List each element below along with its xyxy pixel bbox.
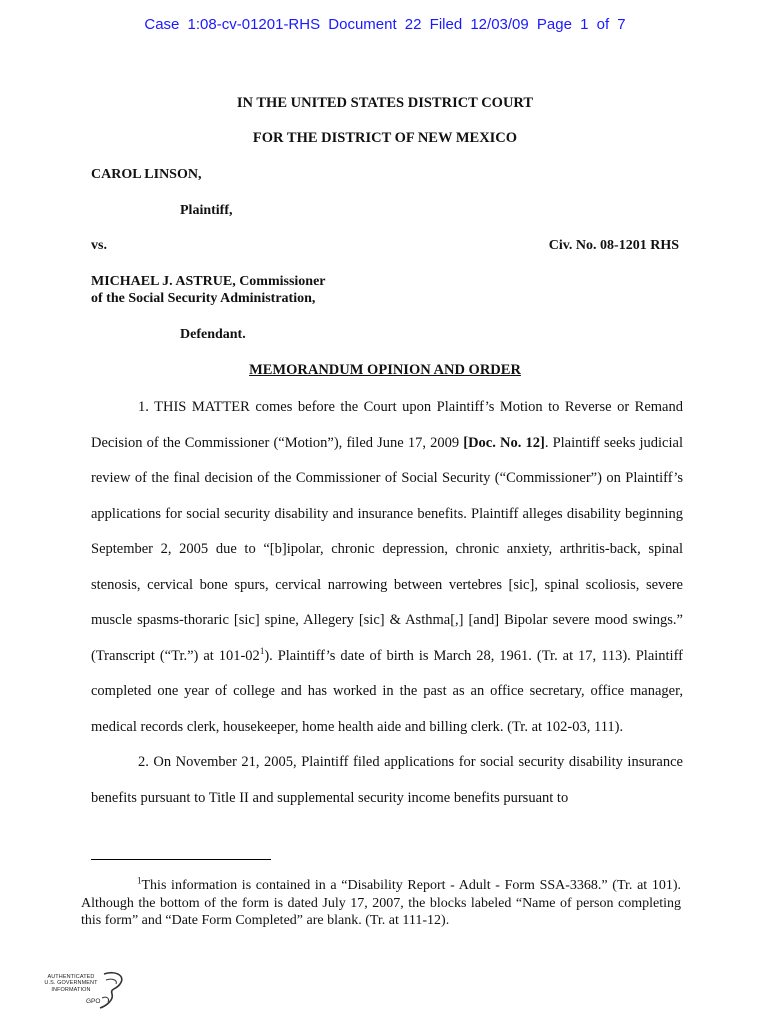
eagle-icon bbox=[40, 968, 130, 1012]
court-name: IN THE UNITED STATES DISTRICT COURT bbox=[236, 95, 534, 111]
civil-number: Civ. No. 08-1201 RHS bbox=[548, 238, 679, 253]
footnote-ref-1: 1 bbox=[259, 645, 265, 656]
paragraph-2: 2. On November 21, 2005, Plaintiff filed applications for social security disability insurance benefits pursuant to Title II and supplemental security income benefits pursuant to bbox=[91, 754, 683, 806]
defendant-title: of the Social Security Administration, bbox=[91, 291, 316, 306]
memorandum-title: MEMORANDUM OPINION AND ORDER bbox=[249, 362, 521, 378]
footnote-marker: 1 bbox=[137, 875, 142, 886]
footnote-1 bbox=[81, 877, 681, 930]
plaintiff-role: Plaintiff, bbox=[180, 203, 233, 218]
seal-line-3: INFORMATION bbox=[51, 986, 91, 993]
plaintiff-name: CAROL LINSON, bbox=[91, 167, 202, 182]
paragraph-1-part-b: . Plaintiff seeks judicial review of the final decision of the Commissioner of Social Security (“Commissioner”) on Plaintiff’s applications for social security disability and insurance benefits. Plaintiff alleges disability beginning September 2, 2005 due to “[b]ipolar, chronic depression, chronic anxiety, arthritis-back, spinal stenosis, cervical bone spurs, cervical narrowing between vertebres [sic], spinal scoliosis, severe muscle spasms-thoraric [sic] spine, Allegery [sic] & Asthma[,] [and] Bipolar severe mood swings.” (Transcript (“Tr.”) at 101-02 bbox=[91, 434, 683, 664]
court-district: FOR THE DISTRICT OF NEW MEXICO bbox=[252, 130, 518, 146]
docket-reference: [Doc. No. 12] bbox=[463, 434, 545, 451]
seal-gpo: GPO bbox=[86, 998, 101, 1005]
paragraph-1-part-a: 1. THIS MATTER comes before the Court upon Plaintiff’s Motion to Reverse or Remand Decision of the Commissioner (“Motion”), filed June 17, 2009 bbox=[91, 399, 683, 451]
footnote-text: This information is contained in a “Disability Report - Adult - Form SSA-3368.” (Tr. at 101). Although the bottom of the form is dated July 17, 2007, the blocks labeled “Name of person completing this form” and “Date Form Completed” are blank. (Tr. at 111-12). bbox=[81, 878, 681, 928]
gpo-authentication-seal bbox=[40, 968, 130, 1012]
filing-stamp: Case 1:08-cv-01201-RHS Document 22 Filed 12/03/09 Page 1 of 7 bbox=[144, 16, 626, 33]
footnote-divider bbox=[91, 859, 271, 860]
defendant-role: Defendant. bbox=[180, 327, 246, 342]
seal-line-2: U.S. GOVERNMENT bbox=[44, 980, 98, 987]
defendant-name: MICHAEL J. ASTRUE, Commissioner bbox=[91, 274, 326, 289]
seal-line-1: AUTHENTICATED bbox=[47, 974, 95, 980]
paragraph-1 bbox=[91, 390, 683, 745]
versus: vs. bbox=[91, 238, 107, 253]
opinion-body bbox=[91, 390, 683, 816]
paragraph-1-part-c: ). Plaintiff’s date of birth is March 28, 1961. (Tr. at 17, 113). Plaintiff completed one year of college and has worked in the past as an office secretary, office manager, medical records clerk, housekeeper, home health aide and billing clerk. (Tr. at 102-03, 111). bbox=[91, 647, 683, 735]
